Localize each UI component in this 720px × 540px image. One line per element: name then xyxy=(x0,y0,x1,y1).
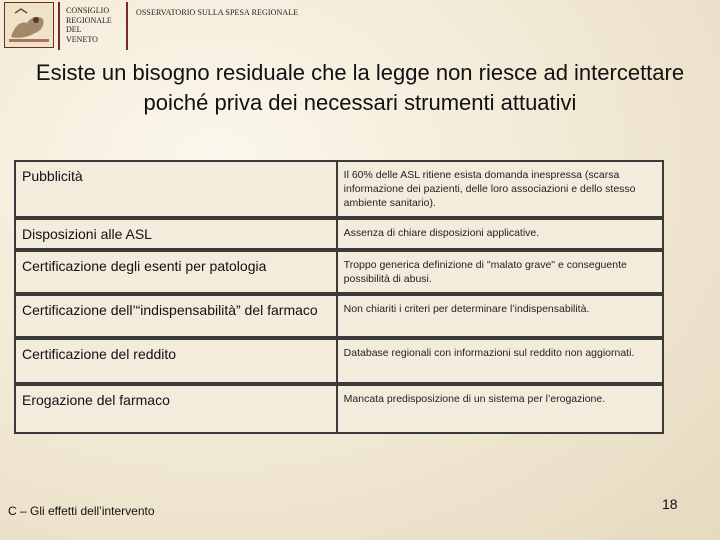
header xyxy=(4,2,364,50)
table-row xyxy=(14,250,664,294)
row-topic: Certificazione degli esenti per patologia xyxy=(14,250,338,294)
row-note: Mancata predisposizione di un sistema per l’erogazione. xyxy=(338,384,664,434)
regional-seal-icon xyxy=(4,2,54,48)
row-note: Database regionali con informazioni sul reddito non aggiornati. xyxy=(338,338,664,384)
issues-table xyxy=(14,160,664,434)
table-row xyxy=(14,294,664,338)
row-topic: Certificazione del reddito xyxy=(14,338,338,384)
council-name: CONSIGLIO REGIONALE DEL VENETO xyxy=(66,6,112,44)
table-row xyxy=(14,384,664,434)
row-note: Non chiariti i criteri per determinare l’indispensabilità. xyxy=(338,294,664,338)
footer-section-label: C – Gli effetti dell’intervento xyxy=(8,504,155,518)
table-row xyxy=(14,338,664,384)
header-divider-right xyxy=(126,2,128,50)
table-row xyxy=(14,218,664,250)
page-number: 18 xyxy=(662,496,678,512)
row-note: Troppo generica definizione di "malato grave" e conseguente possibilità di abusi. xyxy=(338,250,664,294)
table-row xyxy=(14,160,664,218)
observatory-name: OSSERVATORIO SULLA SPESA REGIONALE xyxy=(136,8,299,17)
row-topic: Erogazione del farmaco xyxy=(14,384,338,434)
row-topic: Disposizioni alle ASL xyxy=(14,218,338,250)
row-note: Il 60% delle ASL ritiene esista domanda inespressa (scarsa informazione dei pazienti, delle loro associazioni e dello stesso ambiente sanitario). xyxy=(338,160,664,218)
row-topic: Certificazione dell’“indispensabilità” del farmaco xyxy=(14,294,338,338)
slide-title: Esiste un bisogno residuale che la legge non riesce ad intercettare poiché priva dei necessari strumenti attuativi xyxy=(35,60,685,115)
row-topic: Pubblicità xyxy=(14,160,338,218)
row-note: Assenza di chiare disposizioni applicative. xyxy=(338,218,664,250)
header-divider-left xyxy=(58,2,60,50)
